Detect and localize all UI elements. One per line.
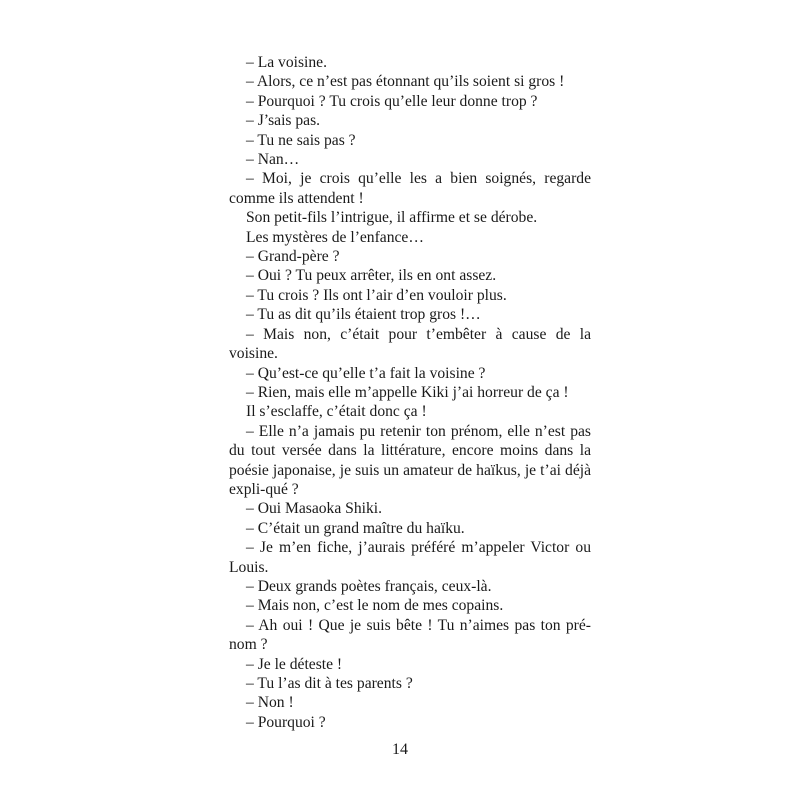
paragraph: – Alors, ce n’est pas étonnant qu’ils soient si gros ! xyxy=(246,73,565,91)
paragraph: – Je le déteste ! xyxy=(246,655,343,673)
paragraph: – Elle n’a jamais pu retenir ton prénom, elle n’est pas du tout versée dans la littérature, encore moins dans la poésie japonaise, je suis un amateur de haïkus, je t’ai déjà expli-qué ? xyxy=(229,422,591,498)
paragraph: – Ah oui ! Que je suis bête ! Tu n’aimes pas ton pré-nom ? xyxy=(229,616,591,654)
paragraph: – C’était un grand maître du haïku. xyxy=(246,519,465,537)
paragraph: – Pourquoi ? xyxy=(246,713,326,731)
paragraph: – Tu crois ? Ils ont l’air d’en vouloir plus. xyxy=(246,286,507,304)
paragraph: – Je m’en fiche, j’aurais préféré m’appeler Victor ou Louis. xyxy=(229,539,591,576)
paragraph: – Moi, je crois qu’elle les a bien soignés, regarde comme ils attendent ! xyxy=(229,170,591,207)
paragraph: Il s’esclaffe, c’était donc ça ! xyxy=(246,403,427,421)
paragraph: – Mais non, c’était pour t’embêter à cause de la voisine. xyxy=(229,325,591,363)
paragraph: – Oui Masaoka Shiki. xyxy=(246,500,383,518)
paragraph: – Deux grands poètes français, ceux-là. xyxy=(246,577,492,595)
paragraph: – Grand-père ? xyxy=(246,248,340,266)
paragraph: – Oui ? Tu peux arrêter, ils en ont assez. xyxy=(246,267,497,285)
paragraph: – Tu l’as dit à tes parents ? xyxy=(246,675,413,692)
paragraph: – Rien, mais elle m’appelle Kiki j’ai horreur de ça ! xyxy=(246,383,569,401)
paragraph: – La voisine. xyxy=(246,54,327,71)
paragraph: – Tu as dit qu’ils étaient trop gros !… xyxy=(246,306,481,324)
paragraph: – Non ! xyxy=(246,694,294,712)
paragraph: – Tu ne sais pas ? xyxy=(246,131,356,149)
body-text xyxy=(229,53,591,732)
paragraph: Les mystères de l’enfance… xyxy=(246,228,424,246)
paragraph: – Qu’est-ce qu’elle t’a fait la voisine ? xyxy=(246,364,486,382)
paragraph: – Mais non, c’est le nom de mes copains. xyxy=(246,597,504,615)
paragraph: Son petit-fils l’intrigue, il affirme et se dérobe. xyxy=(246,209,538,227)
paragraph: – J’sais pas. xyxy=(246,112,321,130)
paragraph: – Nan… xyxy=(246,151,300,169)
paragraph: – Pourquoi ? Tu crois qu’elle leur donne trop ? xyxy=(246,92,538,110)
page-number: 14 xyxy=(392,741,408,758)
